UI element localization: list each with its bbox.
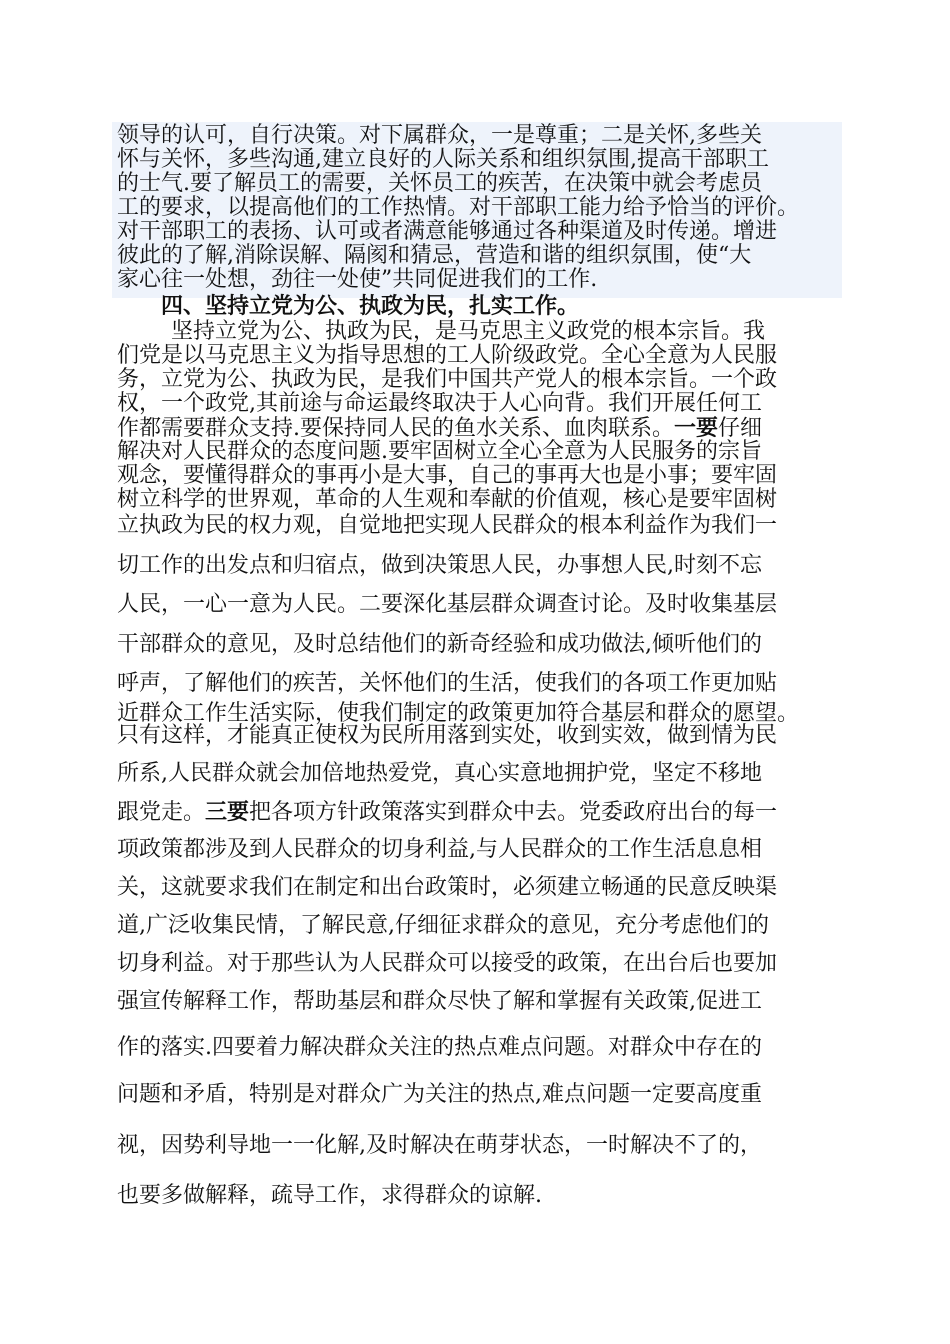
paragraph-line: 呼声，了解他们的疾苦，关怀他们的生活，使我们的各项工作更加贴 [117, 671, 778, 696]
paragraph-line: 问题和矛盾，特别是对群众广为关注的热点,难点问题一定要高度重 [117, 1082, 762, 1107]
paragraph-line: 们党是以马克思主义为指导思想的工人阶级政党。全心全意为人民服 [117, 343, 778, 368]
paragraph-line: 人民，一心一意为人民。二要深化基层群众调查讨论。及时收集基层 [117, 592, 778, 617]
paragraph-line: 的士气.要了解员工的需要，关怀员工的疾苦，在决策中就会考虑员 [117, 171, 762, 196]
paragraph-line: 对干部职工的表扬、认可或者满意能够通过各种渠道及时传递。增进 [117, 219, 778, 244]
paragraph-line: 解决对人民群众的态度问题.要牢固树立全心全意为人民服务的宗旨 [117, 439, 762, 464]
bold-marker-yi: 一要 [674, 415, 719, 441]
paragraph-line: 作的落实.四要着力解决群众关注的热点难点问题。对群众中存在的 [117, 1035, 762, 1060]
paragraph-line: 强宣传解释工作，帮助基层和群众尽快了解和掌握有关政策,促进工 [117, 989, 762, 1014]
paragraph-line [117, 800, 837, 825]
line-text: 仔细 [718, 416, 763, 441]
paragraph-line: 近群众工作生活实际，使我们制定的政策更加符合基层和群众的愿望。 [117, 701, 800, 726]
paragraph-line: 立执政为民的权力观，自觉地把实现人民群众的根本利益作为我们一 [117, 513, 778, 538]
line-text: 把各项方针政策落实到群众中去。党委政府出台的每一 [249, 800, 778, 825]
paragraph-line: 切身利益。对于那些认为人民群众可以接受的政策，在出台后也要加 [117, 951, 778, 976]
section-heading: 四、坚持立党为公、执政为民，扎实工作。 [161, 293, 580, 319]
paragraph-line: 只有这样，才能真正使权为民所用落到实处，收到实效，做到情为民 [117, 723, 778, 748]
paragraph-line: 树立科学的世界观，革命的人生观和奉献的价值观，核心是要牢固树 [117, 487, 778, 512]
bold-marker-san: 三要 [205, 799, 250, 825]
paragraph-line: 务，立党为公、执政为民，是我们中国共产党人的根本宗旨。一个政 [117, 367, 778, 392]
paragraph-line: 怀与关怀，多些沟通,建立良好的人际关系和组织氛围,提高干部职工 [117, 147, 769, 172]
paragraph-line: 干部群众的意见，及时总结他们的新奇经验和成功做法,倾听他们的 [117, 632, 762, 657]
paragraph-line: 道,广泛收集民情，了解民意,仔细征求群众的意见，充分考虑他们的 [117, 913, 769, 938]
paragraph-line: 领导的认可，自行决策。对下属群众，一是尊重；二是关怀,多些关 [117, 123, 762, 148]
paragraph-line: 视，因势利导地一一化解,及时解决在萌芽状态，一时解决不了的， [117, 1133, 762, 1158]
paragraph-line: 工的要求，以提高他们的工作热情。对干部职工能力给予恰当的评价。 [117, 195, 800, 220]
paragraph-line: 彼此的了解,消除误解、隔阂和猜忌，营造和谐的组织氛围，使“大 [117, 243, 752, 268]
paragraph-line: 观念，要懂得群众的事再小是大事，自己的事再大也是小事；要牢固 [117, 463, 778, 488]
paragraph-line [117, 416, 837, 441]
paragraph-line: 坚持立党为公、执政为民，是马克思主义政党的根本宗旨。我 [171, 319, 766, 344]
paragraph-line: 项政策都涉及到人民群众的切身利益,与人民群众的工作生活息息相 [117, 837, 762, 862]
paragraph-line: 切工作的出发点和归宿点，做到决策思人民，办事想人民,时刻不忘 [117, 553, 762, 578]
paragraph-line: 所系,人民群众就会加倍地热爱党，真心实意地拥护党，坚定不移地 [117, 761, 762, 786]
line-text: 作都需要群众支持.要保持同人民的鱼水关系、血肉联系。 [117, 416, 674, 441]
line-text: 跟党走。 [117, 800, 206, 825]
paragraph-line: 也要多做解释，疏导工作，求得群众的谅解. [117, 1183, 542, 1208]
paragraph-line: 关，这就要求我们在制定和出台政策时，必须建立畅通的民意反映渠 [117, 875, 778, 900]
paragraph-line: 权，一个政党,其前途与命运最终取决于人心向背。我们开展任何工 [117, 391, 762, 416]
paragraph-line: 家心往一处想，劲往一处使”共同促进我们的工作. [117, 267, 598, 292]
